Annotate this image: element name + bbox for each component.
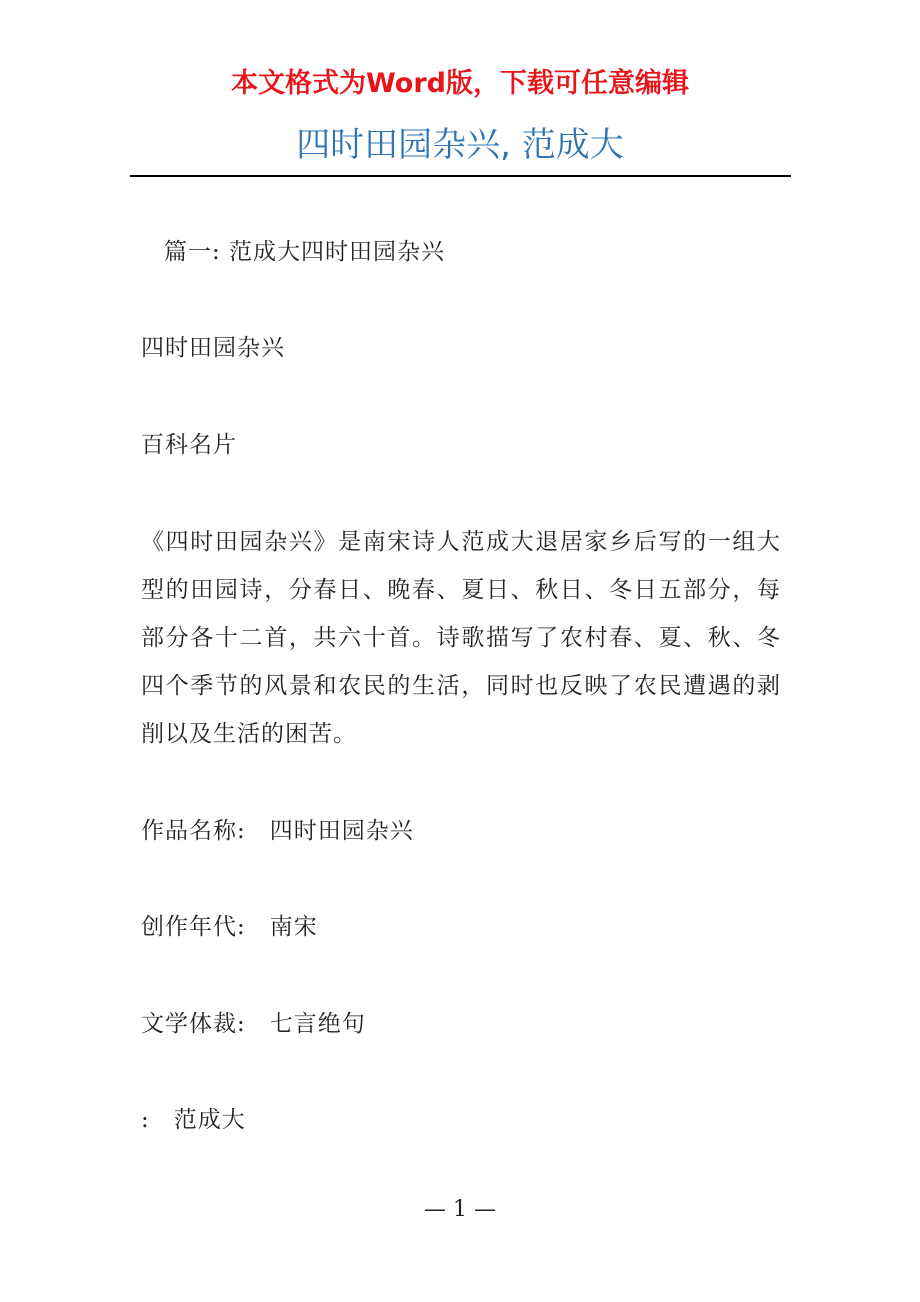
poem-name-line: 四时田园杂兴 (141, 335, 285, 361)
field-value: 七言绝句 (269, 1011, 366, 1037)
field-row-era (141, 903, 781, 951)
intro-paragraph: 《四时田园杂兴》是南宋诗人范成大退居家乡后写的一组大型的田园诗，分春日、晚春、夏日、秋日、冬日五部分，每部分各十二首，共六十首。诗歌描写了农村春、夏、秋、冬四个季节的风景和农民的生活，同时也反映了农民遭遇的剥削以及生活的困苦。 (141, 529, 781, 747)
field-label: 文学体裁: (141, 1011, 246, 1037)
section-heading: 篇一: 范成大四时田园杂兴 (164, 239, 446, 265)
format-banner: 本文格式为Word版，下载可任意编辑 (230, 68, 689, 99)
field-value: 范成大 (173, 1107, 246, 1133)
field-label: 创作年代: (141, 914, 246, 940)
field-value: 南宋 (269, 914, 318, 940)
field-label: : (141, 1107, 150, 1133)
field-value: 四时田园杂兴 (269, 818, 414, 844)
title-divider (130, 175, 791, 177)
page-title: 四时田园杂兴, 范成大 (296, 125, 624, 165)
page-number: — 1 — (424, 1197, 496, 1222)
field-row-genre (141, 1000, 781, 1048)
field-row-title (141, 807, 781, 855)
field-label: 作品名称: (141, 818, 246, 844)
baike-label: 百科名片 (141, 432, 237, 458)
field-row-author (141, 1096, 781, 1144)
